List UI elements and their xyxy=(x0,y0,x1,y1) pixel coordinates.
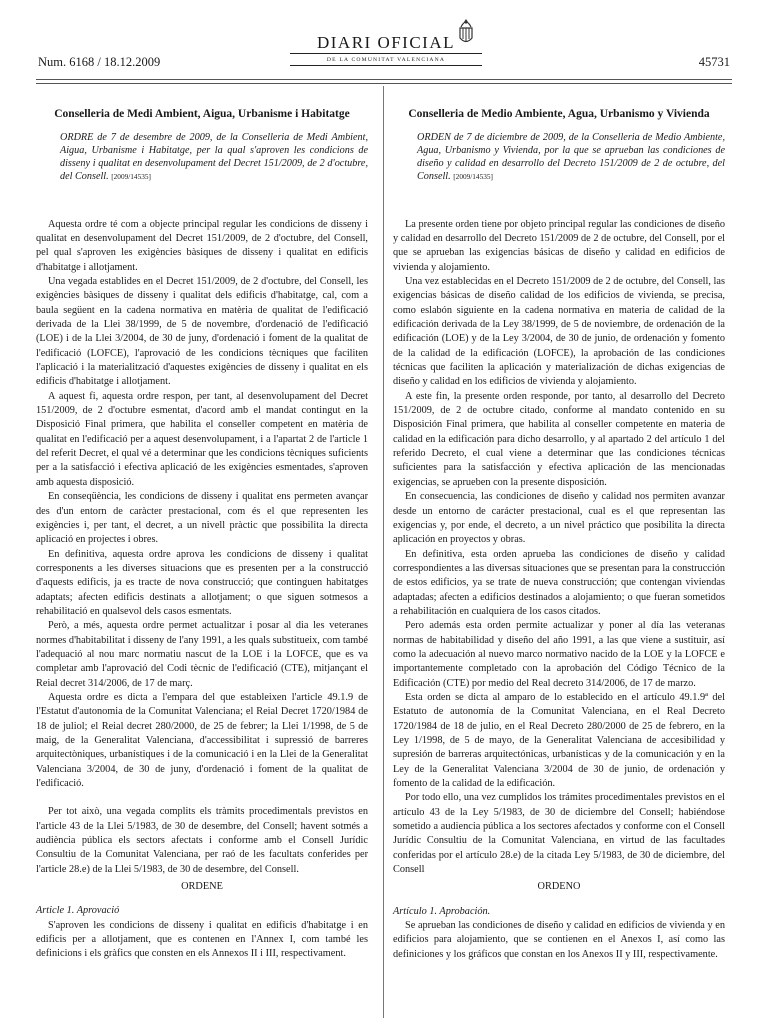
paragraph: Aquesta ordre es dicta a l'empara del que estableixen l'article 49.1.9 de l'Estatut d'autonomia de la Comunitat Valenciana; el Reial Decret 1720/1984 de 18 de juliol; el Reial decret 280/2000, de 25 de febrer; la Llei 1/1998, de 5 de maig, de la Generalitat Valenciana, d'accessibilitat i supressió de barreres arquitectòniques, urbanístiques i de la comunicació i en la Llei de la Generalitat Valenciana 3/2004, de 30 de juny, d'ordenació i foment de la qualitat de l'edificació. xyxy=(36,691,368,790)
right-column xyxy=(393,107,725,962)
paragraph: Aquesta ordre té com a objecte principal regular les condicions de disseny i qualitat en desenvolupament del Decret 151/2009, de 2 d'octubre, del Consell, pel qual s'aproven les exigències bàsiques de disseny i qualitat en edificis d'habitatge i allotjament. xyxy=(36,218,368,273)
abstract-text: ORDRE de 7 de desembre de 2009, de la Conselleria de Medi Ambient, Aigua, Urbanisme i Habitatge, per la qual s'aproven les condicions de disseny i qualitat en desenvolupament del Decret 151/2009, de 2 d'octubre, del Consell. xyxy=(60,132,368,182)
paragraph: Una vez establecidas en el Decreto 151/2009 de 2 de octubre, del Consell, las exigencias básicas de diseño calidad de los edificios de vivienda, se precisa, como eslabón siguiente en la cadena normativa en materia de calidad de la edificación derivada de la Ley 38/1999, de 5 de noviembre, de ordenación de la edificación (LOE) y de la Ley 3/2004, de 30 de junio, de ordenación y fomento de la calidad de la edificación (LOFCE), la aprobación de las condiciones técnicas que faciliten la aplicación y materialización de dichas exigencias de diseño y calidad en los edificios de vivienda y alojamiento. xyxy=(393,276,725,388)
paragraph: Per tot això, una vegada complits els tràmits procedimentals previstos en l'article 43 de la Llei 5/1983, de 30 de desembre, del Consell; havent sotmés a audiència pública els sectors afectats i conforme amb el Consell Jurídic Consultiu de la Comunitat Valenciana, per raó de les facultats conferides per l'article 28.e) de la Llei 5/1983, de 30 de desembre, del Consell. xyxy=(36,806,368,875)
institution-title: Conselleria de Medio Ambiente, Agua, Urbanismo y Vivienda xyxy=(408,108,710,120)
issue-number: Num. 6168 / 18.12.2009 xyxy=(38,55,161,69)
enacting-verb: ORDENO xyxy=(537,881,581,893)
order-abstract xyxy=(417,132,725,184)
header-rule xyxy=(36,83,732,84)
page-header xyxy=(0,0,768,80)
article-title: Article 1. Aprovació xyxy=(36,905,120,917)
institution-title: Conselleria de Medi Ambient, Aigua, Urbanisme i Habitatge xyxy=(54,108,350,120)
paragraph: En definitiva, esta orden aprueba las condiciones de diseño y calidad correspondientes a las diversas situaciones que se presentan para la construcción de estos edificios, ya se trate de nueva construcción; que contengan viviendas adaptadas; afecten a edificios destinados a alojamiento; o que fueran sometidos a rehabilitación en cualquiera de los casos citados. xyxy=(393,548,725,617)
coat-of-arms-icon xyxy=(455,16,477,46)
article-text: S'aproven les condicions de disseny i qualitat en edificis d'habitatge i en edificis per a allotjament, que es contenen en l'Annex I, com també les definicions i els gràfics que consten en els Annexos II i III, respectivament. xyxy=(36,919,368,960)
paragraph: En conseqüència, les condicions de disseny i qualitat ens permeten avançar des d'un entorn de caràcter prestacional, com és el que representen les exigències i, per tant, el decret, a un nivell pràctic que possibilita la directa aplicació en projectes i obres. xyxy=(36,491,368,546)
masthead xyxy=(290,34,482,66)
paragraph: Pero además esta orden permite actualizar y poner al día las veteranas normas de habitabilidad y diseño del año 1991, a las que viene a sustituir, así como la adecuación al nuevo marco normativo nacido de la LOE y la LOFCE e importantemente completado con la aprobación del Código Técnico de la Edificación (CTE) por medio del Real decreto 314/2006, de 17 de marzo. xyxy=(393,620,725,689)
order-abstract xyxy=(60,132,368,184)
header-rule xyxy=(36,79,732,80)
abstract-text: ORDEN de 7 de diciembre de 2009, de la Conselleria de Medio Ambiente, Agua, Urbanismo y Vivienda, por la que se aprueban las condiciones de diseño y calidad en desarrollo del Decreto 151/2009 de 2 de octubre, del Consell. xyxy=(417,132,725,182)
masthead-subtitle: DE LA COMUNITAT VALENCIANA xyxy=(290,57,482,66)
paragraph: Però, a més, aquesta ordre permet actualitzar i posar al dia les veteranes normes d'habitabilitat i disseny de l'any 1991, a les quals substitueix, com també l'adequació al nou marc normatiu nascut de la LOE i la LOFCE, que es va completar amb l'aprovació del Codi tècnic de l'edificació (CTE), mitjançant el Reial decret 314/2006, de 17 de març. xyxy=(36,620,368,689)
paragraph: A aquest fi, aquesta ordre respon, per tant, al desenvolupament del Decret 151/2009, de 2 d'octubre esmentat, d'acord amb el mandat contingut en la Disposició Final primera, que habilita el conseller competent en matèria de qualitat en l'edificació per a aquest desenvolupament, i a l'apartat 2 de l'article 1 del referit Decret, el qual vé a determinar que les condicions tècniques suficients per a la satisfacció i efectiva aplicació de les exigències esmentades, s'aproven amb aquesta disposició. xyxy=(36,390,368,488)
article-text: Se aprueban las condiciones de diseño y calidad en edificios de vivienda y en edificios para alojamiento, que se contienen en el Anexos I, así como las definiciones y los gráficos que constan en los Anexos II y III, respectivamente. xyxy=(393,920,725,960)
paragraph: La presente orden tiene por objeto principal regular las condiciones de diseño y calidad en desarrollo del Decreto 151/2009 de 2 de octubre, del Consell, por el que se aprueban las exigencias básicas de diseño y calidad en edificios de vivienda y alojamiento. xyxy=(393,218,725,273)
paragraph: Una vegada establides en el Decret 151/2009, de 2 d'octubre, del Consell, les exigències bàsiques de disseny i qualitat dels edificis d'habitatge, cal, com a baula següent en la cadena normativa en matèria de qualitat de l'edificació derivada de la Llei 38/1999, de 5 de novembre, d'ordenació de l'edificació (LOE) i de la Llei 3/2004, de 30 de juny, d'ordenació i foment de la qualitat de l'edificació (LOFCE), l'aprovació de les condicions tècniques que faciliten l'aplicació i la materialització d'aquestes exigències de disseny i qualitat en els edificis d'habitatge i allotjament. xyxy=(36,276,368,388)
paragraph: A este fin, la presente orden responde, por tanto, al desarrollo del Decreto 151/2009, de 2 de octubre citado, conforme al mandato contenido en su Disposición Final primera, que habilita al conseller competente en materia de calidad en la edificación para dicho desarrollo, y al apartado 2 del artículo 1 del referido Decreto, el cual viene a determinar que las condiciones técnicas suficientes para la satisfacción y efectiva aplicación de las mencionadas exigencias, se aprueben con la presente disposición. xyxy=(393,390,725,488)
article-title: Artículo 1. Aprobación. xyxy=(393,905,491,917)
page-number: 45731 xyxy=(698,55,730,69)
reference-code: [2009/14535] xyxy=(453,171,493,181)
paragraph: Esta orden se dicta al amparo de lo establecido en el artículo 49.1.9ª del Estatuto de autonomía de la Comunitat Valenciana, en el Real Decreto 1720/1984 de 18 de julio, en el Real Decreto 280/2000 de 25 de febrero, en la Ley 1/1998, de 5 de mayo, de la Generalitat Valenciana de accesibilidad y supresión de barreras arquitectónicas, urbanísticas y de la comunicación y en la Ley de la Generalitat Valenciana 3/2004 de 30 de junio, de ordenación y fomento de la calidad de la edificación. xyxy=(393,691,725,790)
left-column xyxy=(36,107,368,962)
masthead-title: DIARI OFICIAL xyxy=(290,34,482,54)
paragraph: Por todo ello, una vez cumplidos los trámites procedimentales previstos en el artículo 43 de la Ley 5/1983, de 30 de diciembre del Consell; habiéndose sometido a audiencia pública a los sectores afectados y conforme con el Consell Jurídic Consultiu de la Comunitat Valenciana, en virtud de las facultades conferidas por el artículo 28.e) de la citada Ley 5/1983, de 30 de diciembre, del Consell xyxy=(393,792,725,876)
paragraph: En definitiva, aquesta ordre aprova les condicions de disseny i qualitat corresponents a les diverses situacions que es presenten per a la construcció d'aquests edificis, ja es tracte de nova construcció; que continguen habitatges adaptats; afecten edificis destinats a allotjament; o que siguen sotmesos a rehabilitació en qualsevol dels casos esmentats. xyxy=(36,548,368,617)
reference-code: [2009/14535] xyxy=(111,171,151,181)
paragraph: En consecuencia, las condiciones de diseño y calidad nos permiten avanzar desde un entorno de carácter prestacional, cual es el que representan las exigencias y, por ende, el decreto, a un nivel práctico que posibilita la directa aplicación en proyectos y obras. xyxy=(393,491,725,546)
enacting-verb: ORDENE xyxy=(181,881,223,893)
column-divider xyxy=(383,86,384,1018)
